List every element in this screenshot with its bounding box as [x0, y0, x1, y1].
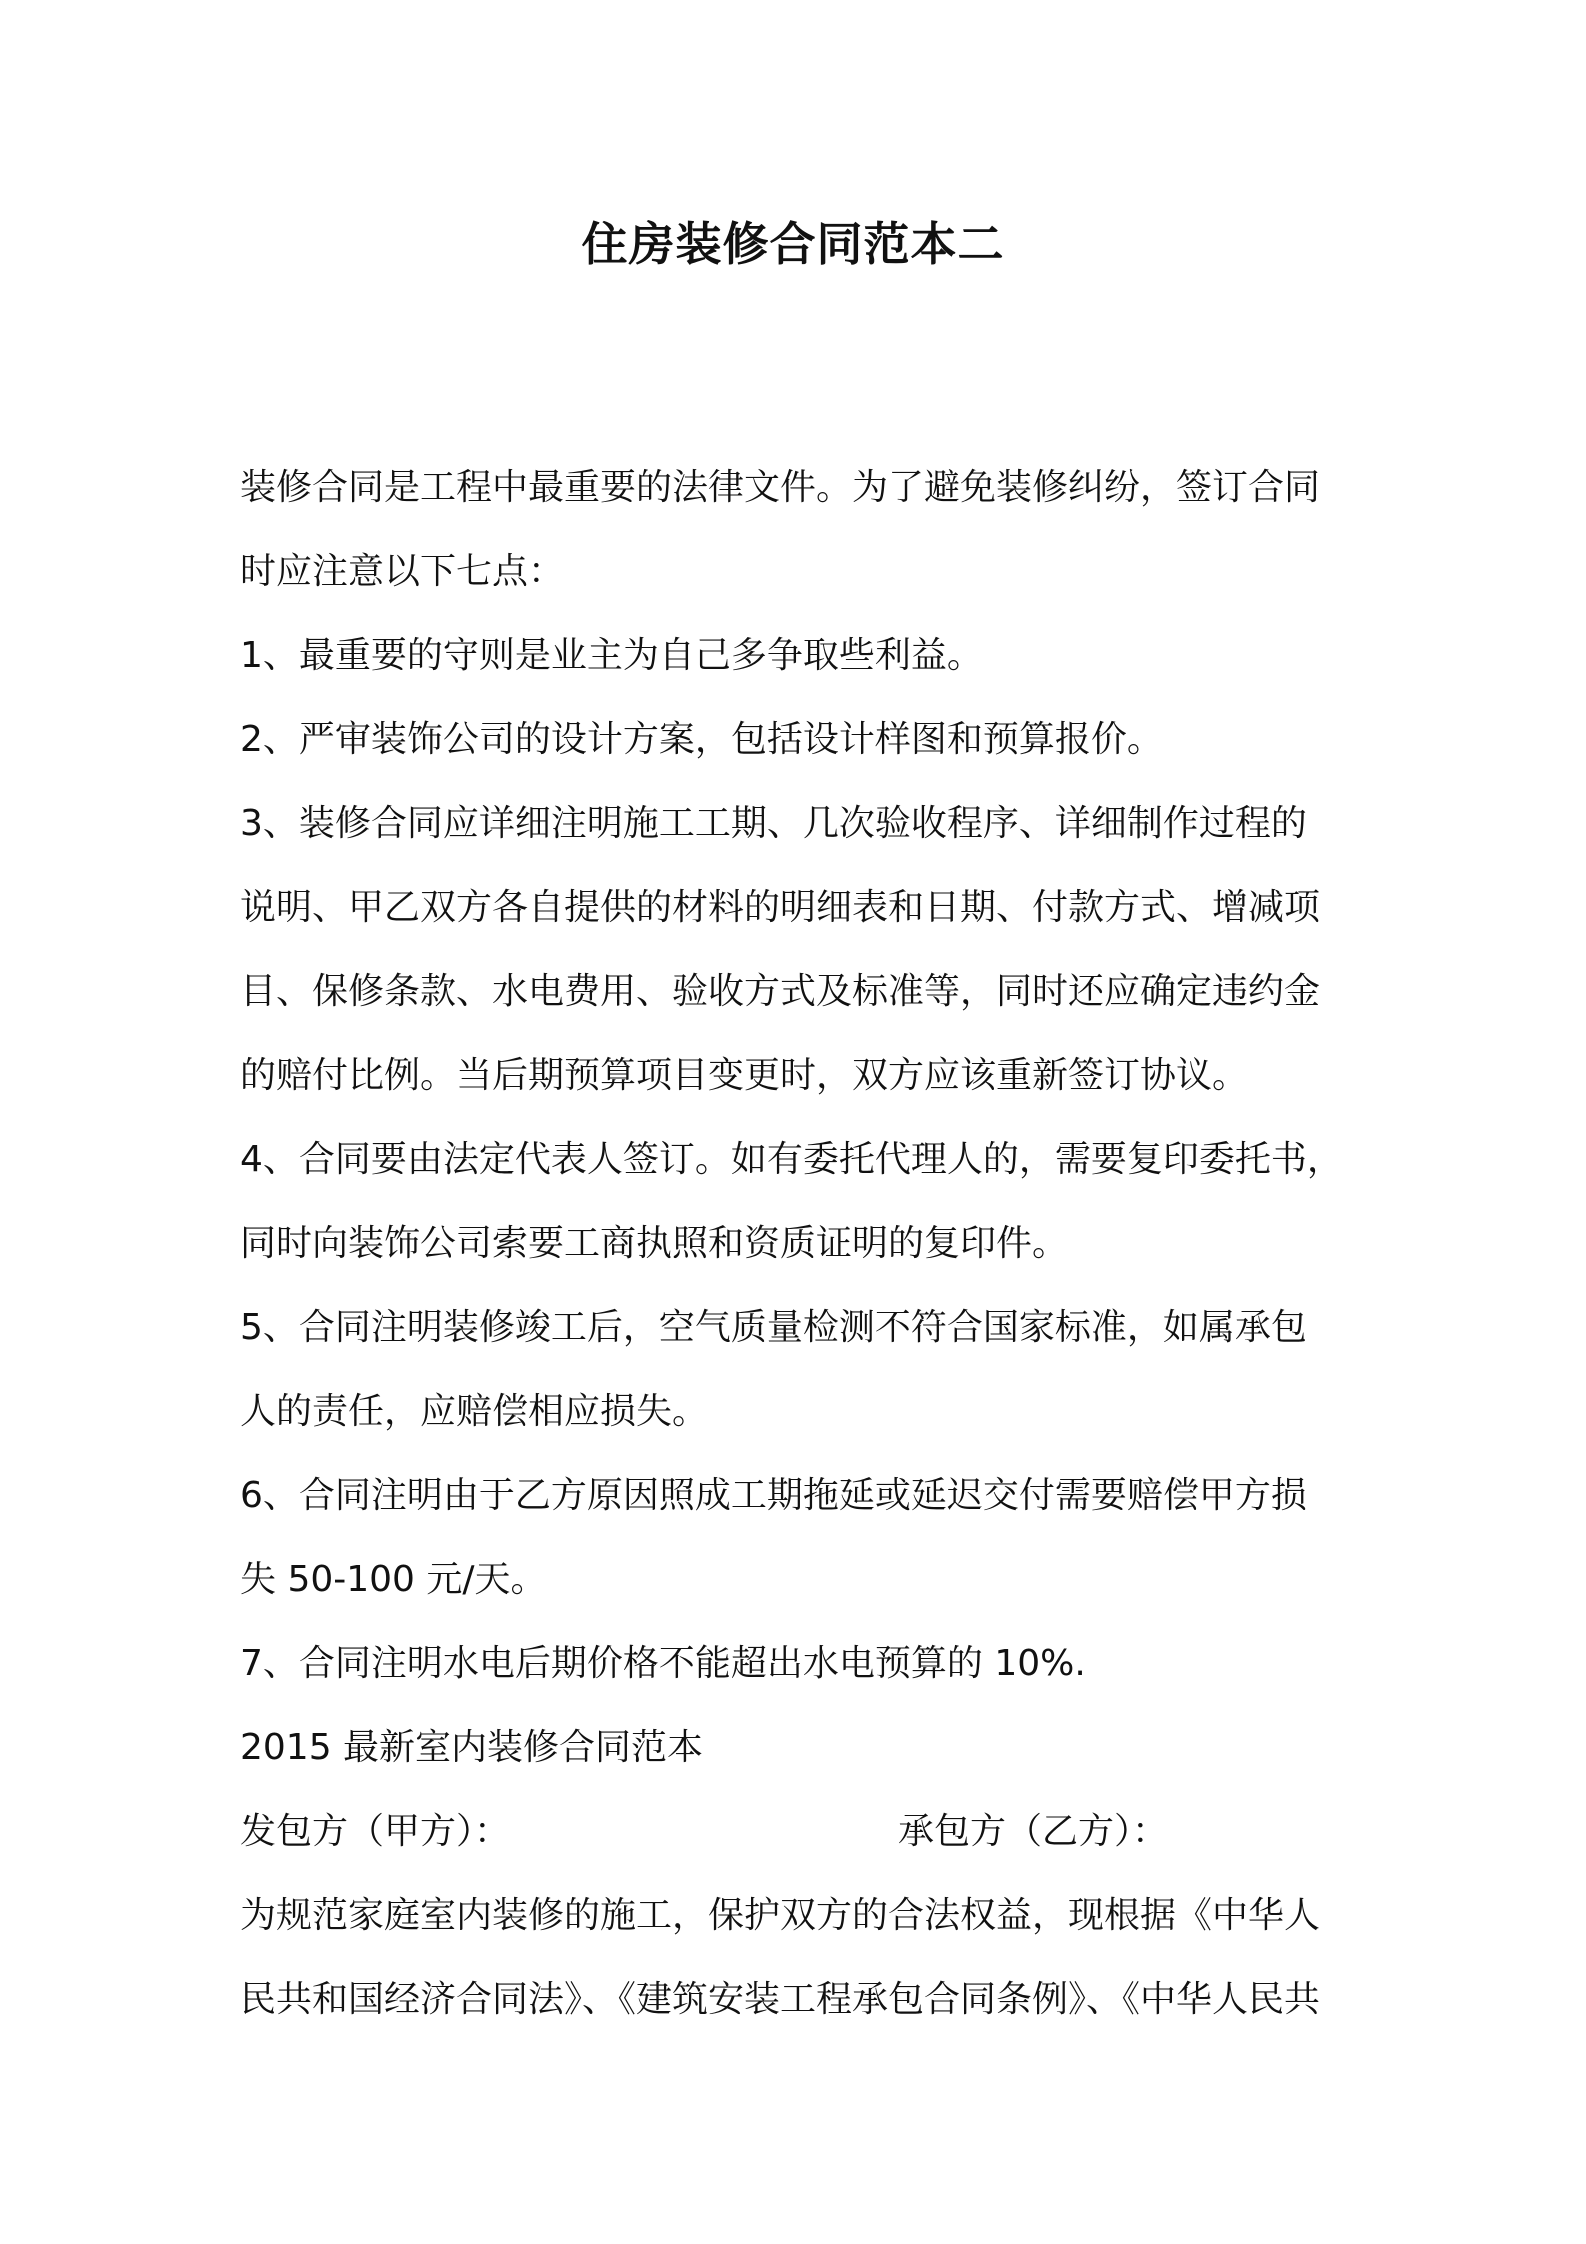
list-item-6: 6、合同注明由于乙方原因照成工期拖延或延迟交付需要赔偿甲方损 — [240, 1475, 1307, 1516]
list-item-5-continued: 人的责任，应赔偿相应损失。 — [240, 1391, 709, 1432]
list-item-2: 2、严审装饰公司的设计方案，包括设计样图和预算报价。 — [240, 719, 1163, 760]
section-heading: 2015 最新室内装修合同范本 — [240, 1727, 704, 1768]
list-item-3-continued: 目、保修条款、水电费用、验收方式及标准等，同时还应确定违约金 — [240, 971, 1321, 1012]
party-b-label: 承包方（乙方）： — [898, 1811, 1169, 1852]
party-a-label: 发包方（甲方）： — [240, 1811, 511, 1852]
document-body — [240, 446, 1360, 2042]
paragraph-line: 时应注意以下七点： — [240, 551, 565, 592]
document-title: 住房装修合同范本二 — [581, 217, 1005, 271]
paragraph-line: 装修合同是工程中最重要的法律文件。为了避免装修纠纷，签订合同 — [240, 467, 1321, 508]
list-item-4-continued: 同时向装饰公司索要工商执照和资质证明的复印件。 — [240, 1223, 1069, 1264]
list-item-3-continued: 说明、甲乙双方各自提供的材料的明细表和日期、付款方式、增减项 — [240, 887, 1321, 928]
closing-paragraph-line: 为规范家庭室内装修的施工，保护双方的合法权益，现根据《中华人 — [240, 1895, 1321, 1936]
list-item-5: 5、合同注明装修竣工后，空气质量检测不符合国家标准，如属承包 — [240, 1307, 1307, 1348]
list-item-1: 1、最重要的守则是业主为自己多争取些利益。 — [240, 635, 983, 676]
party-row — [240, 1790, 1360, 1874]
closing-paragraph-line: 民共和国经济合同法》、《建筑安装工程承包合同条例》、《中华人民共 — [240, 1979, 1321, 2020]
list-item-6-continued: 失 50-100 元/天。 — [240, 1559, 547, 1600]
list-item-3-continued: 的赔付比例。当后期预算项目变更时，双方应该重新签订协议。 — [240, 1055, 1249, 1096]
list-item-4: 4、合同要由法定代表人签订。如有委托代理人的，需要复印委托书， — [240, 1139, 1343, 1180]
list-item-7: 7、合同注明水电后期价格不能超出水电预算的 10%. — [240, 1643, 1086, 1684]
list-item-3: 3、装修合同应详细注明施工工期、几次验收程序、详细制作过程的 — [240, 803, 1307, 844]
